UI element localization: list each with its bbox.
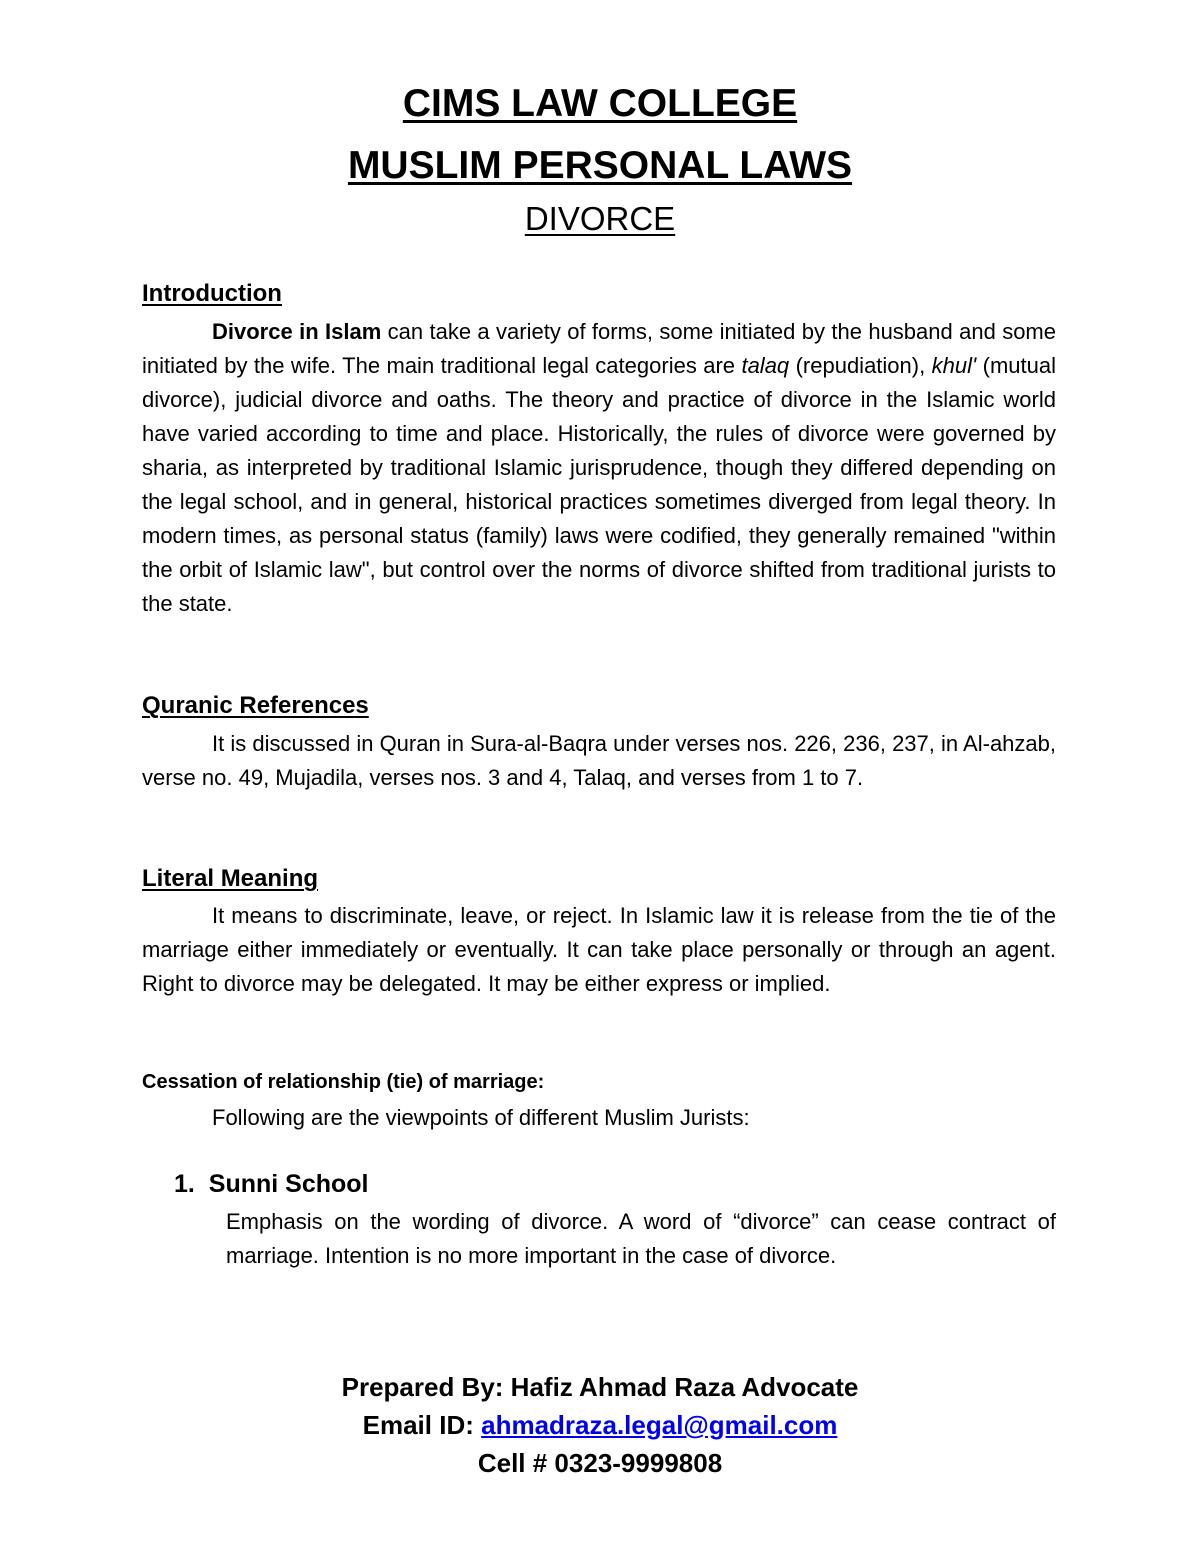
prepared-label: Prepared By: (341, 1372, 504, 1402)
list-item-sunni-school (174, 1170, 368, 1199)
intro-text-2: (repudiation), (789, 353, 932, 378)
quranic-heading: Quranic References (142, 692, 369, 719)
literal-text: It means to discriminate, leave, or reject. In Islamic law it is release from the tie of the marriage either immediately or eventually. It can take place personally or through an agent. Right to divorce may be delegated. It may be either express or implied. (142, 903, 1056, 996)
quranic-paragraph (142, 727, 1056, 795)
literal-paragraph (142, 899, 1056, 1001)
intro-lead: Divorce in Islam (212, 319, 382, 344)
email-label: Email ID: (362, 1410, 482, 1440)
literal-heading: Literal Meaning (142, 865, 319, 892)
cell-number: Cell # 0323-9999808 (477, 1448, 723, 1478)
topic-title: DIVORCE (524, 200, 676, 237)
intro-text-3: (mutual divorce), judicial divorce and oaths. The theory and practice of divorce in the Islamic world have varied according to time and place. Historically, the rules of divorce were governed by sharia, as interpreted by traditional Islamic jurisprudence, though they differed depending on the legal school, and in general, historical practices sometimes diverged from legal theory. In modern times, as personal status (family) laws were codified, they generally remained "within the orbit of Islamic law", but control over the norms of divorce shifted from traditional jurists to the state. (142, 353, 1056, 616)
cessation-heading: Cessation of relationship (tie) of marriage: (142, 1071, 545, 1093)
college-title: CIMS LAW COLLEGE (402, 82, 798, 125)
list-number: 1. (174, 1170, 195, 1198)
term-talaq: talaq (741, 353, 790, 378)
prepared-by (0, 1372, 1200, 1403)
introduction-heading: Introduction (142, 280, 282, 307)
cessation-paragraph (142, 1101, 1056, 1135)
cessation-text: Following are the viewpoints of different Muslim Jurists: (212, 1105, 750, 1130)
intro-text-1: can take a variety of forms, some initiated by the husband and some initiated by the wife. The main traditional legal categories are (142, 319, 1056, 378)
sunni-school-text: Emphasis on the wording of divorce. A word of “divorce” can cease contract of marriage. Intention is no more important in the case of divorce. (226, 1209, 1056, 1268)
list-title: Sunni School (208, 1170, 369, 1198)
subject-title: MUSLIM PERSONAL LAWS (347, 144, 853, 187)
email-link[interactable]: ahmadraza.legal@gmail.com (481, 1410, 838, 1440)
email-line (0, 1410, 1200, 1441)
term-khul: khul' (931, 353, 977, 378)
introduction-paragraph (142, 315, 1056, 621)
quranic-text: It is discussed in Quran in Sura-al-Baqra under verses nos. 226, 236, 237, in Al-ahzab, verse no. 49, Mujadila, verses nos. 3 and 4, Talaq, and verses from 1 to 7. (142, 731, 1056, 790)
prepared-name: Hafiz Ahmad Raza Advocate (503, 1372, 859, 1402)
